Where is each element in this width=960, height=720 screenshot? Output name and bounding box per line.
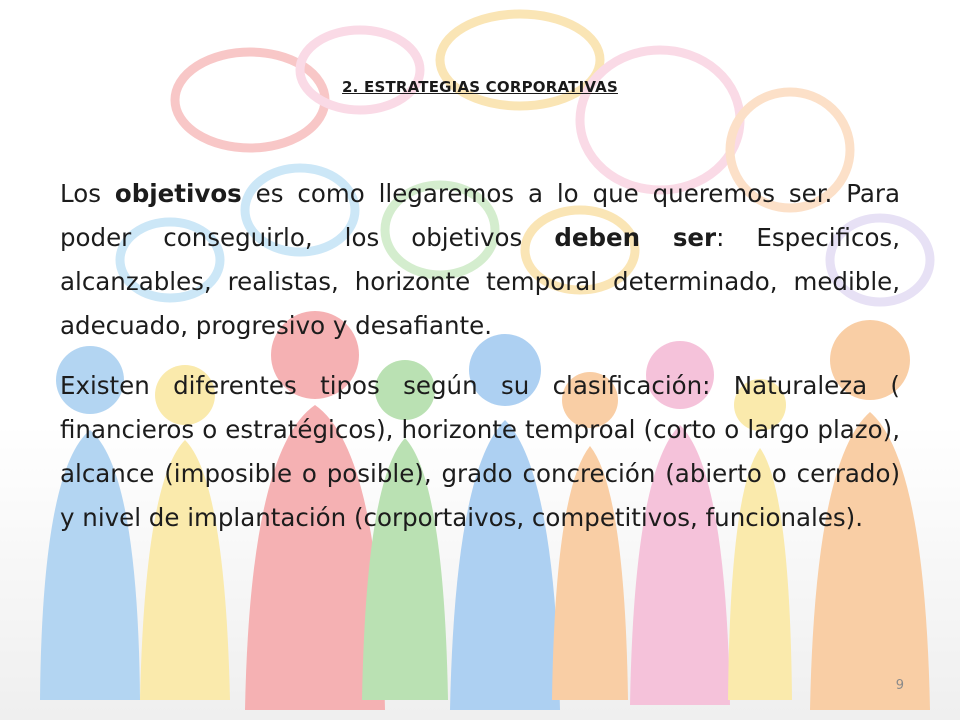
paragraph-text: Los — [60, 179, 115, 208]
slide-title: 2. ESTRATEGIAS CORPORATIVAS — [342, 78, 618, 96]
bold-objetivos: objetivos — [114, 179, 242, 208]
paragraph-text: es como llegaremos a lo que queremos ser. Para poder conseguirlo, los objetivos — [60, 179, 900, 252]
paragraph-tipos: Existen diferentes tipos según su clasificación: Naturaleza ( financieros o estratégicos), horizonte temproal (corto o largo plazo), alcance (imposible o posible), grado concreción (abierto o cerrado) y nivel de implantación (corportaivos, competitivos, funcionales). — [60, 371, 900, 532]
slide-body — [60, 172, 900, 556]
paragraph-objetivos — [60, 172, 900, 348]
paragraph-text: : Especificos, alcanzables, realistas, horizonte temporal determinado, medible, adecuado, progresivo y desafiante. — [60, 223, 900, 340]
bold-deben-ser: deben ser — [554, 223, 717, 252]
page-number: 9 — [895, 678, 904, 693]
